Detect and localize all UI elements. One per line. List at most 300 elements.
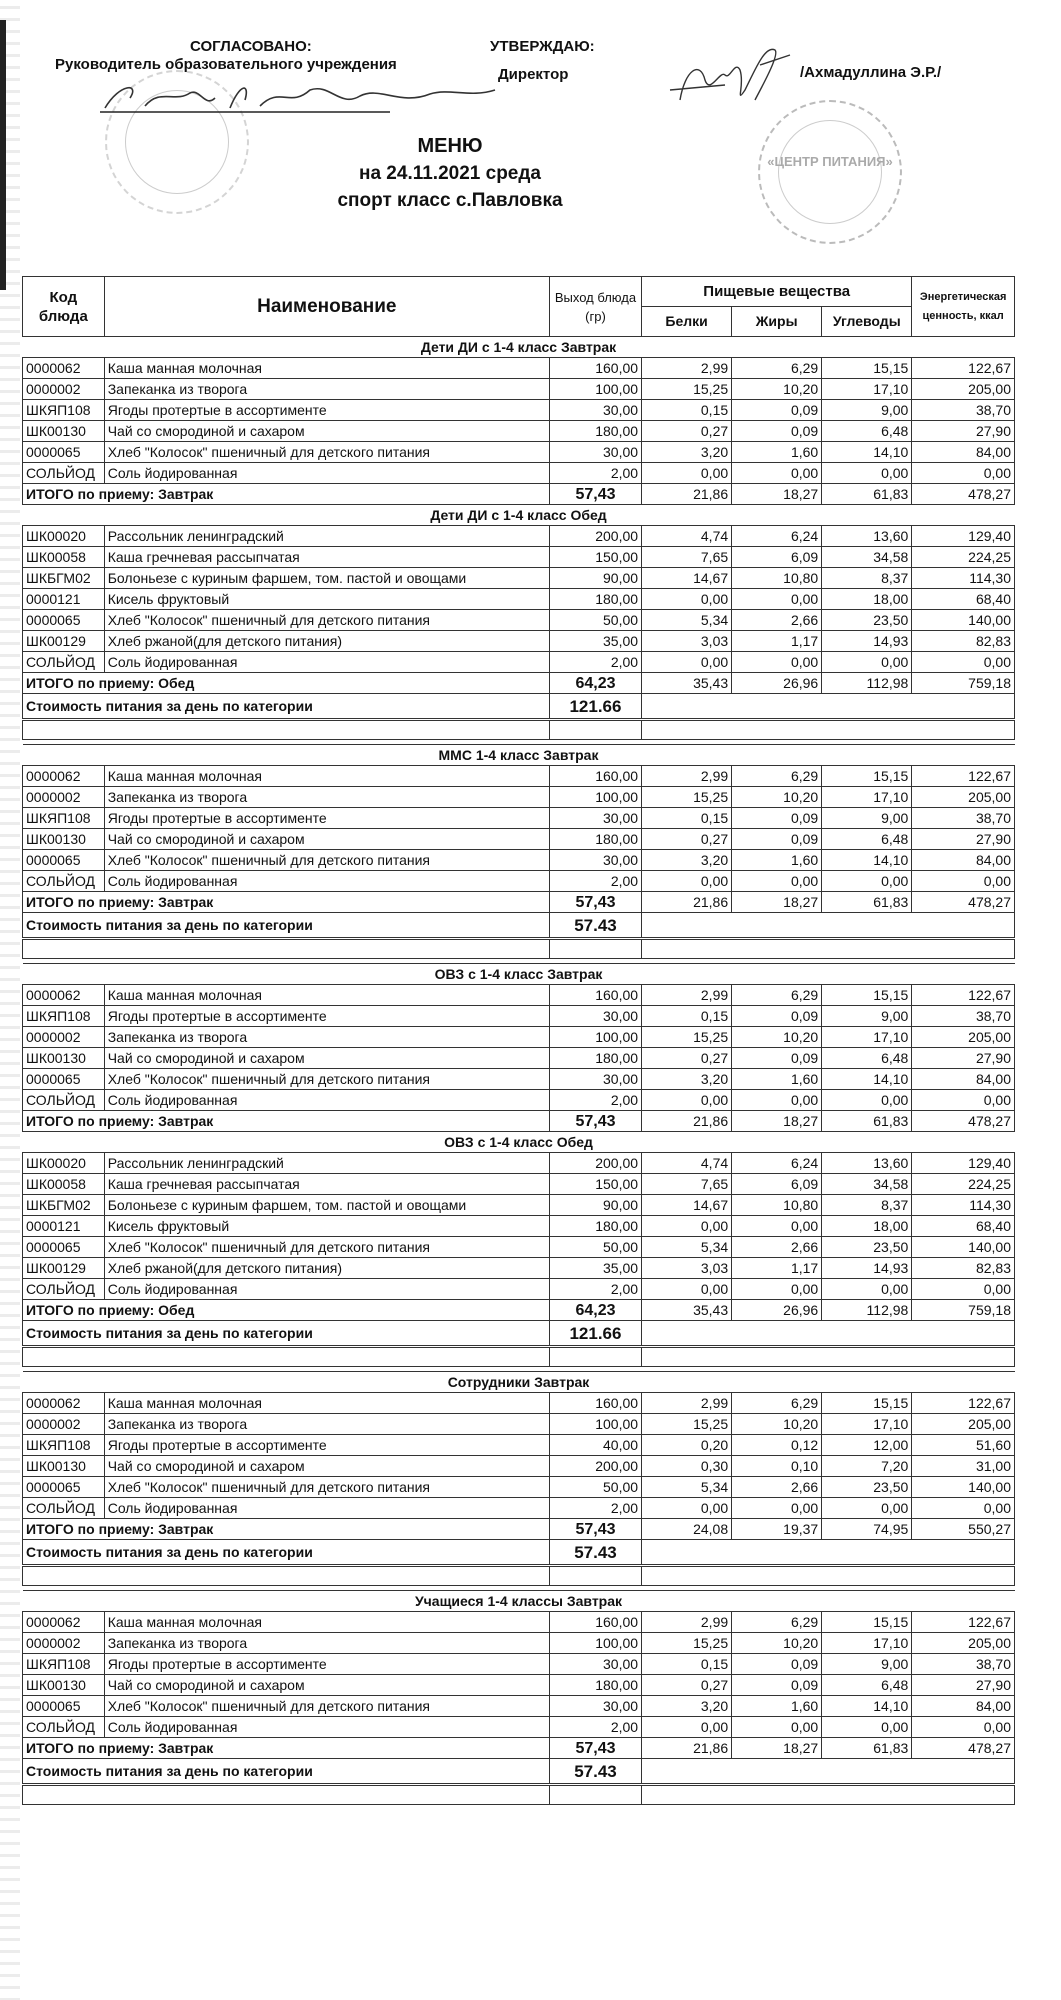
dish-name: Каша манная молочная [104,358,549,379]
dish-carbs: 14,93 [822,631,912,652]
dish-code: ШКЯП108 [23,400,105,421]
dish-protein: 7,65 [642,1174,732,1195]
dish-carbs: 15,15 [822,358,912,379]
total-weight: 57,43 [549,892,641,913]
dish-row [23,1717,1015,1738]
document-title: МЕНЮ [417,135,483,157]
daily-cost-empty [642,1540,1015,1566]
dish-protein: 2,99 [642,766,732,787]
dish-fat: 1,60 [732,850,822,871]
dish-carbs: 17,10 [822,1414,912,1435]
dish-name: Запеканка из творога [104,1027,549,1048]
section-header-row [23,337,1015,358]
dish-weight: 100,00 [549,379,641,400]
section-title: ОВЗ с 1-4 класс Завтрак [23,964,1015,985]
column-header-name: Наименование [104,277,549,337]
dish-energy: 114,30 [912,568,1015,589]
dish-name: Запеканка из творога [104,1633,549,1654]
dish-carbs: 14,93 [822,1258,912,1279]
total-weight: 64,23 [549,673,641,694]
dish-name: Чай со смородиной и сахаром [104,1675,549,1696]
dish-carbs: 9,00 [822,808,912,829]
dish-protein: 3,20 [642,850,732,871]
column-header-carbs: Углеводы [822,307,912,337]
dish-fat: 6,29 [732,985,822,1006]
dish-code: 0000062 [23,358,105,379]
dish-carbs: 14,10 [822,442,912,463]
dish-code: ШКБГМ02 [23,1195,105,1216]
dish-fat: 0,09 [732,400,822,421]
blank-row [23,1785,1015,1805]
dish-row [23,1435,1015,1456]
column-header-protein: Белки [642,307,732,337]
total-protein: 21,86 [642,1111,732,1132]
dish-row [23,1477,1015,1498]
dish-carbs: 15,15 [822,985,912,1006]
dish-row [23,1174,1015,1195]
total-carbs: 61,83 [822,892,912,913]
total-weight: 57,43 [549,484,641,505]
dish-code: ШК00130 [23,829,105,850]
dish-weight: 35,00 [549,631,641,652]
dish-weight: 100,00 [549,1633,641,1654]
dish-row [23,1069,1015,1090]
dish-name: Ягоды протертые в ассортименте [104,808,549,829]
total-carbs: 112,98 [822,673,912,694]
dish-fat: 2,66 [732,610,822,631]
dish-code: 0000065 [23,1069,105,1090]
dish-weight: 2,00 [549,463,641,484]
dish-weight: 160,00 [549,1612,641,1633]
dish-fat: 10,20 [732,379,822,400]
dish-energy: 140,00 [912,1237,1015,1258]
dish-protein: 0,15 [642,400,732,421]
total-row [23,673,1015,694]
total-carbs: 61,83 [822,484,912,505]
dish-code: 0000002 [23,1027,105,1048]
dish-protein: 15,25 [642,379,732,400]
dish-weight: 180,00 [549,1675,641,1696]
dish-weight: 30,00 [549,1696,641,1717]
dish-row [23,379,1015,400]
dish-row [23,1498,1015,1519]
dish-carbs: 6,48 [822,421,912,442]
dish-weight: 100,00 [549,1027,641,1048]
dish-energy: 68,40 [912,589,1015,610]
dish-code: 0000062 [23,985,105,1006]
total-energy: 478,27 [912,484,1015,505]
daily-cost-value: 121.66 [549,1321,641,1347]
dish-row [23,358,1015,379]
blank-cell [23,720,550,740]
dish-protein: 5,34 [642,1237,732,1258]
section-header-row [23,964,1015,985]
total-energy: 759,18 [912,673,1015,694]
approved-right-role: Директор [498,66,569,83]
scan-edge-artifact [0,0,20,2000]
dish-weight: 180,00 [549,421,641,442]
dish-code: СОЛЬЙОД [23,1090,105,1111]
dish-energy: 0,00 [912,1279,1015,1300]
dish-fat: 0,00 [732,871,822,892]
dish-name: Соль йодированная [104,871,549,892]
dish-weight: 160,00 [549,358,641,379]
daily-cost-empty [642,1321,1015,1347]
dish-fat: 1,17 [732,631,822,652]
dish-row [23,829,1015,850]
section-title: ОВЗ с 1-4 класс Обед [23,1132,1015,1153]
dish-row [23,1675,1015,1696]
total-carbs: 74,95 [822,1519,912,1540]
dish-row [23,526,1015,547]
dish-name: Чай со смородиной и сахаром [104,421,549,442]
dish-weight: 2,00 [549,652,641,673]
total-energy: 759,18 [912,1300,1015,1321]
dish-name: Хлеб "Колосок" пшеничный для детского питания [104,442,549,463]
dish-weight: 150,00 [549,547,641,568]
dish-name: Каша манная молочная [104,985,549,1006]
dish-row [23,1048,1015,1069]
dish-fat: 2,66 [732,1237,822,1258]
dish-weight: 50,00 [549,1237,641,1258]
dish-fat: 10,80 [732,568,822,589]
dish-energy: 0,00 [912,871,1015,892]
dish-carbs: 0,00 [822,1498,912,1519]
dish-energy: 68,40 [912,1216,1015,1237]
dish-code: ШК00058 [23,547,105,568]
dish-energy: 84,00 [912,442,1015,463]
dish-energy: 38,70 [912,1006,1015,1027]
dish-code: ШК00130 [23,421,105,442]
dish-energy: 51,60 [912,1435,1015,1456]
total-protein: 21,86 [642,1738,732,1759]
dish-protein: 2,99 [642,358,732,379]
dish-energy: 0,00 [912,1090,1015,1111]
dish-protein: 0,15 [642,1654,732,1675]
dish-name: Хлеб "Колосок" пшеничный для детского питания [104,1237,549,1258]
dish-fat: 6,09 [732,1174,822,1195]
section-title: Дети ДИ с 1-4 класс Завтрак [23,337,1015,358]
dish-name: Ягоды протертые в ассортименте [104,400,549,421]
dish-name: Каша гречневая рассыпчатая [104,547,549,568]
dish-code: 0000065 [23,1237,105,1258]
dish-energy: 205,00 [912,1027,1015,1048]
dish-row [23,1090,1015,1111]
dish-code: ШК00130 [23,1675,105,1696]
dish-code: ШКЯП108 [23,1654,105,1675]
daily-cost-label: Стоимость питания за день по категории [23,1321,550,1347]
column-header-energy: Энергетическая ценность, ккал [912,277,1015,337]
dish-fat: 0,00 [732,463,822,484]
dish-weight: 2,00 [549,1498,641,1519]
section-header-row [23,1591,1015,1612]
menu-date: на 24.11.2021 среда [358,163,541,184]
dish-name: Кисель фруктовый [104,589,549,610]
dish-energy: 224,25 [912,1174,1015,1195]
daily-cost-empty [642,694,1015,720]
column-header-nutrients: Пищевые вещества [642,277,912,307]
dish-carbs: 13,60 [822,526,912,547]
menu-body [23,337,1015,1810]
dish-name: Рассольник ленинградский [104,1153,549,1174]
total-fat: 19,37 [732,1519,822,1540]
dish-protein: 0,30 [642,1456,732,1477]
dish-protein: 0,00 [642,871,732,892]
dish-code: 0000062 [23,766,105,787]
dish-fat: 0,12 [732,1435,822,1456]
dish-weight: 2,00 [549,1090,641,1111]
dish-code: СОЛЬЙОД [23,871,105,892]
dish-row [23,547,1015,568]
dish-carbs: 13,60 [822,1153,912,1174]
stamp-text: «ЦЕНТР ПИТАНИЯ» [767,154,893,169]
dish-code: 0000065 [23,610,105,631]
dish-name: Болоньезе с куриным фаршем, том. пастой и овощами [104,568,549,589]
dish-carbs: 6,48 [822,829,912,850]
total-energy: 550,27 [912,1519,1015,1540]
total-label: ИТОГО по приему: Обед [23,1300,550,1321]
column-header-weight: Выход блюда (гр) [549,277,641,337]
dish-name: Запеканка из творога [104,787,549,808]
dish-weight: 160,00 [549,985,641,1006]
dish-energy: 205,00 [912,787,1015,808]
dish-code: ШКЯП108 [23,1006,105,1027]
total-energy: 478,27 [912,892,1015,913]
dish-row [23,1696,1015,1717]
dish-weight: 50,00 [549,610,641,631]
dish-code: ШК00129 [23,631,105,652]
total-protein: 21,86 [642,892,732,913]
dish-code: 0000065 [23,1477,105,1498]
total-energy: 478,27 [912,1738,1015,1759]
dish-weight: 2,00 [549,1717,641,1738]
total-carbs: 61,83 [822,1111,912,1132]
dish-carbs: 17,10 [822,1633,912,1654]
dish-fat: 6,29 [732,766,822,787]
daily-cost-row [23,1321,1015,1347]
dish-fat: 6,29 [732,1612,822,1633]
dish-name: Хлеб ржаной(для детского питания) [104,1258,549,1279]
dish-row [23,1153,1015,1174]
dish-fat: 0,09 [732,421,822,442]
dish-row [23,808,1015,829]
dish-carbs: 0,00 [822,871,912,892]
dish-weight: 200,00 [549,1153,641,1174]
dish-protein: 0,15 [642,1006,732,1027]
dish-carbs: 8,37 [822,568,912,589]
dish-fat: 10,20 [732,787,822,808]
dish-name: Соль йодированная [104,1090,549,1111]
blank-cell [23,939,550,959]
blank-cell [23,1566,550,1586]
dish-energy: 122,67 [912,1612,1015,1633]
dish-name: Ягоды протертые в ассортименте [104,1654,549,1675]
dish-row [23,400,1015,421]
total-label: ИТОГО по приему: Завтрак [23,1738,550,1759]
daily-cost-value: 121.66 [549,694,641,720]
dish-code: ШКБГМ02 [23,568,105,589]
dish-energy: 82,83 [912,1258,1015,1279]
dish-protein: 15,25 [642,1414,732,1435]
dish-energy: 205,00 [912,1414,1015,1435]
dish-protein: 14,67 [642,1195,732,1216]
dish-code: ШК00130 [23,1048,105,1069]
blank-cell [549,1566,641,1586]
dish-weight: 200,00 [549,526,641,547]
dish-protein: 4,74 [642,526,732,547]
dish-weight: 90,00 [549,568,641,589]
dish-code: 0000065 [23,850,105,871]
blank-cell [23,1785,550,1805]
director-name: /Ахмадуллина Э.Р./ [800,64,942,81]
total-protein: 35,43 [642,673,732,694]
daily-cost-value: 57.43 [549,1540,641,1566]
dish-weight: 30,00 [549,400,641,421]
dish-weight: 50,00 [549,1477,641,1498]
signature-right-icon [665,40,795,110]
daily-cost-row [23,913,1015,939]
dish-energy: 205,00 [912,379,1015,400]
dish-name: Рассольник ленинградский [104,526,549,547]
total-fat: 18,27 [732,484,822,505]
dish-carbs: 6,48 [822,1048,912,1069]
blank-cell [642,720,1015,740]
dish-carbs: 14,10 [822,850,912,871]
daily-cost-row [23,1540,1015,1566]
dish-code: 0000121 [23,589,105,610]
dish-fat: 0,00 [732,1090,822,1111]
dish-energy: 129,40 [912,526,1015,547]
dish-fat: 6,29 [732,358,822,379]
dish-energy: 122,67 [912,1393,1015,1414]
dish-code: ШКЯП108 [23,1435,105,1456]
dish-code: СОЛЬЙОД [23,1717,105,1738]
total-row [23,1300,1015,1321]
column-header-code: Код блюда [23,277,105,337]
dish-row [23,631,1015,652]
dish-energy: 84,00 [912,850,1015,871]
blank-cell [549,939,641,959]
dish-fat: 6,29 [732,1393,822,1414]
dish-row [23,1216,1015,1237]
dish-code: ШКЯП108 [23,808,105,829]
dish-carbs: 0,00 [822,463,912,484]
dish-fat: 10,20 [732,1027,822,1048]
dish-name: Хлеб "Колосок" пшеничный для детского питания [104,1696,549,1717]
dish-energy: 140,00 [912,1477,1015,1498]
dish-row [23,1258,1015,1279]
dish-name: Хлеб "Колосок" пшеничный для детского питания [104,1069,549,1090]
dish-energy: 122,67 [912,985,1015,1006]
dish-protein: 15,25 [642,1027,732,1048]
dish-protein: 2,99 [642,985,732,1006]
total-fat: 18,27 [732,1738,822,1759]
dish-row [23,610,1015,631]
dish-protein: 4,74 [642,1153,732,1174]
dish-code: 0000002 [23,379,105,400]
dish-row [23,1414,1015,1435]
dish-name: Хлеб "Колосок" пшеничный для детского питания [104,1477,549,1498]
dish-weight: 30,00 [549,442,641,463]
daily-cost-label: Стоимость питания за день по категории [23,1759,550,1785]
total-carbs: 61,83 [822,1738,912,1759]
dish-row [23,985,1015,1006]
total-row [23,892,1015,913]
dish-fat: 1,60 [732,1696,822,1717]
approved-left-role: Руководитель образовательного учреждения [55,56,397,73]
dish-energy: 122,67 [912,766,1015,787]
total-label: ИТОГО по приему: Завтрак [23,484,550,505]
section-header-row [23,505,1015,526]
dish-fat: 10,20 [732,1414,822,1435]
dish-row [23,850,1015,871]
dish-row [23,1393,1015,1414]
dish-fat: 0,00 [732,1216,822,1237]
dish-weight: 2,00 [549,1279,641,1300]
dish-carbs: 23,50 [822,1477,912,1498]
dish-code: ШК00058 [23,1174,105,1195]
dish-carbs: 15,15 [822,1393,912,1414]
total-row [23,1519,1015,1540]
dish-carbs: 34,58 [822,1174,912,1195]
daily-cost-empty [642,913,1015,939]
total-protein: 24,08 [642,1519,732,1540]
dish-carbs: 34,58 [822,547,912,568]
dish-row [23,1279,1015,1300]
dish-energy: 0,00 [912,1498,1015,1519]
daily-cost-row [23,1759,1015,1785]
dish-carbs: 17,10 [822,379,912,400]
dish-carbs: 14,10 [822,1696,912,1717]
dish-weight: 30,00 [549,1069,641,1090]
dish-name: Чай со смородиной и сахаром [104,1048,549,1069]
dish-row [23,652,1015,673]
daily-cost-row [23,694,1015,720]
blank-cell [642,939,1015,959]
dish-code: 0000065 [23,442,105,463]
total-fat: 18,27 [732,892,822,913]
total-row [23,1111,1015,1132]
dish-weight: 30,00 [549,1654,641,1675]
organization-stamp [758,100,902,244]
daily-cost-value: 57.43 [549,913,641,939]
approved-left-title: СОГЛАСОВАНО: [190,38,312,55]
dish-row [23,1006,1015,1027]
section-gap [23,1805,1015,1810]
dish-energy: 0,00 [912,463,1015,484]
dish-carbs: 7,20 [822,1456,912,1477]
dish-protein: 0,00 [642,1717,732,1738]
total-weight: 57,43 [549,1111,641,1132]
dish-energy: 129,40 [912,1153,1015,1174]
daily-cost-label: Стоимость питания за день по категории [23,1540,550,1566]
dish-carbs: 9,00 [822,1006,912,1027]
dish-fat: 0,09 [732,1675,822,1696]
dish-row [23,1612,1015,1633]
dish-weight: 35,00 [549,1258,641,1279]
dish-fat: 10,80 [732,1195,822,1216]
section-header-row [23,1132,1015,1153]
daily-cost-empty [642,1759,1015,1785]
dish-protein: 0,27 [642,421,732,442]
dish-fat: 1,60 [732,442,822,463]
total-fat: 26,96 [732,1300,822,1321]
dish-energy: 38,70 [912,808,1015,829]
section-title: Учащиеся 1-4 классы Завтрак [23,1591,1015,1612]
dish-row [23,463,1015,484]
dish-code: ШК00020 [23,526,105,547]
total-weight: 64,23 [549,1300,641,1321]
